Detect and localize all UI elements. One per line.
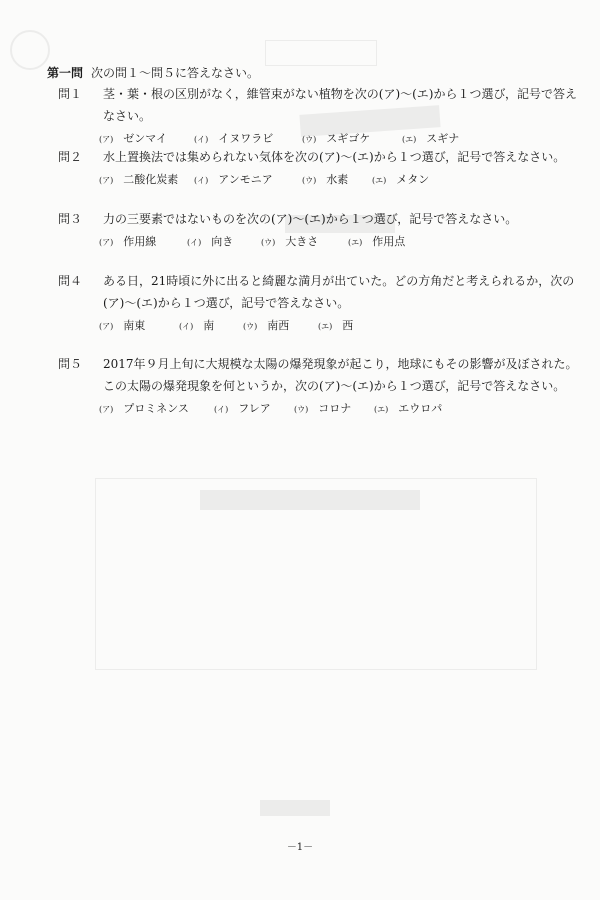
question-number: 問２ [58, 150, 83, 164]
option-text: スギナ [426, 132, 460, 145]
option-text: 南東 [123, 319, 146, 332]
option-mark: (ア) [99, 135, 114, 144]
option-text: スギゴケ [326, 132, 371, 145]
bleed-through-shape [10, 30, 50, 70]
bleed-through-notice-box [95, 478, 537, 670]
option-c [243, 315, 318, 338]
option-text: 南西 [267, 319, 290, 332]
option-mark: (ウ) [302, 135, 317, 144]
question-text: 力の三要素ではないものを次の(ア)～(エ)から１つ選び，記号で答えなさい。 [103, 212, 518, 226]
option-a [99, 231, 187, 254]
option-c [261, 231, 348, 254]
section-heading [47, 64, 259, 81]
option-mark: (ウ) [294, 405, 309, 414]
option-text: メタン [396, 173, 430, 186]
option-mark: (イ) [187, 238, 202, 247]
option-text: 向き [211, 235, 234, 248]
option-text: コロナ [318, 402, 352, 415]
option-mark: (イ) [194, 135, 209, 144]
option-b [187, 231, 261, 254]
option-text: 作用点 [372, 235, 406, 248]
option-c [294, 398, 374, 421]
bleed-through-band [260, 800, 330, 816]
option-a [99, 398, 214, 421]
option-mark: (エ) [372, 176, 387, 185]
question-text: 水上置換法では集められない気体を次の(ア)～(エ)から１つ選び，記号で答えなさい。 [103, 150, 566, 164]
option-mark: (エ) [374, 405, 389, 414]
option-text: 二酸化炭素 [123, 173, 179, 186]
option-mark: (ア) [99, 405, 114, 414]
option-text: 西 [342, 319, 354, 332]
question-number: 問３ [58, 212, 83, 226]
option-mark: (ウ) [302, 176, 317, 185]
option-text: 大きさ [285, 235, 319, 248]
option-mark: (ア) [99, 176, 114, 185]
option-text: 南 [203, 319, 215, 332]
option-text: プロミネンス [123, 402, 189, 415]
option-mark: (ア) [99, 322, 114, 331]
question-number: 問１ [58, 87, 83, 101]
option-text: フレア [238, 402, 271, 415]
option-b [194, 169, 302, 192]
option-mark: (エ) [348, 238, 363, 247]
answer-options [99, 231, 578, 254]
option-mark: (イ) [194, 176, 209, 185]
option-a [99, 315, 179, 338]
option-mark: (ア) [99, 238, 114, 247]
question-2 [58, 146, 578, 192]
bleed-through-box [265, 40, 377, 66]
question-1 [58, 83, 578, 151]
option-d [318, 315, 353, 338]
option-mark: (イ) [179, 322, 194, 331]
option-d [372, 169, 429, 192]
option-mark: (エ) [318, 322, 333, 331]
question-3 [58, 208, 578, 254]
option-text: ゼンマイ [123, 132, 168, 145]
section-instruction: 次の問１～問５に答えなさい。 [91, 66, 260, 80]
option-mark: (エ) [402, 135, 417, 144]
question-number: 問５ [58, 357, 83, 371]
answer-options [99, 315, 578, 338]
option-text: イヌワラビ [218, 132, 274, 145]
option-mark: (ウ) [261, 238, 276, 247]
option-a [99, 169, 194, 192]
option-text: 作用線 [123, 235, 157, 248]
option-b [179, 315, 243, 338]
page-number: －1－ [286, 842, 314, 853]
option-mark: (イ) [214, 405, 229, 414]
question-text: 2017年９月上旬に大規模な太陽の爆発現象が起こり，地球にもその影響が及ぼされた。この太陽の爆発現象を何というか，次の(ア)～(エ)から１つ選び，記号で答えなさい。 [103, 357, 578, 393]
option-d [348, 231, 405, 254]
option-text: エウロパ [398, 402, 443, 415]
question-4 [58, 270, 578, 338]
answer-options [99, 398, 578, 421]
option-c [302, 169, 372, 192]
question-number: 問４ [58, 274, 83, 288]
answer-options [99, 169, 578, 192]
question-text: ある日，21時頃に外に出ると綺麗な満月が出ていた。どの方角だと考えられるか，次の(ア)～(エ)から１つ選び，記号で答えなさい。 [103, 274, 575, 310]
section-label: 第一問 [47, 66, 84, 80]
question-text: 茎・葉・根の区別がなく，維管束がない植物を次の(ア)～(エ)から１つ選び，記号で答えなさい。 [103, 87, 578, 123]
option-d [374, 398, 442, 421]
option-text: アンモニア [218, 173, 273, 186]
option-b [214, 398, 294, 421]
option-text: 水素 [326, 173, 349, 186]
question-5 [58, 353, 578, 421]
option-mark: (ウ) [243, 322, 258, 331]
